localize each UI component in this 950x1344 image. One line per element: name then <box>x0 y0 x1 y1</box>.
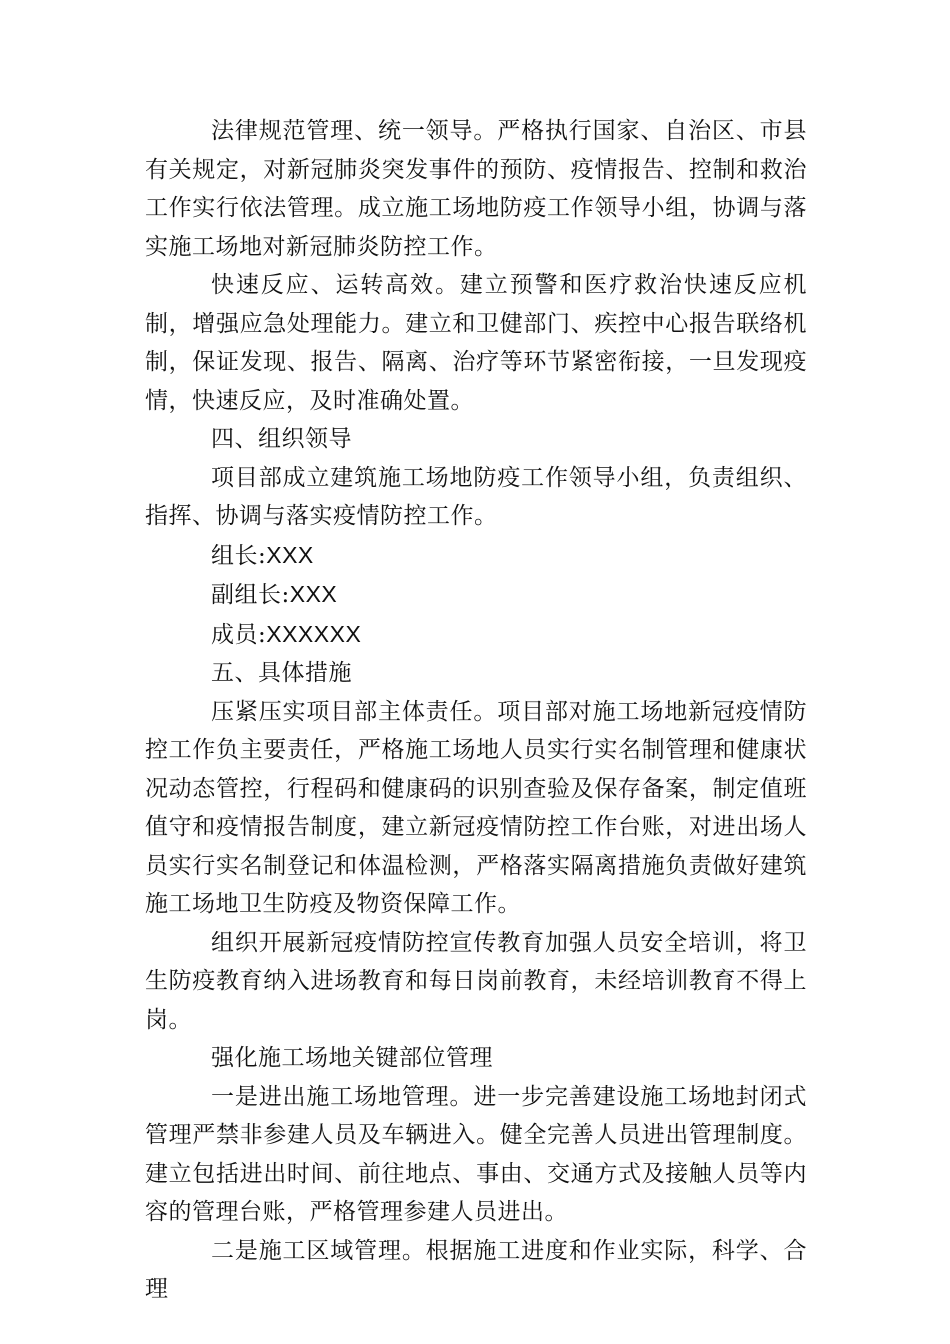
subheading-key-areas: 强化施工场地关键部位管理 <box>211 1045 493 1071</box>
role-deputy <box>145 575 807 615</box>
paragraph-rapid-response: 快速反应、运转高效。建立预警和医疗救治快速反应机制，增强应急处理能力。建立和卫健部门、疾控中心报告联络机制，保证发现、报告、隔离、治疗等环节紧密衔接，一旦发现疫情，快速反应，及时准确处置。 <box>145 272 807 414</box>
role-deputy-label: 副组长: <box>211 582 290 608</box>
role-leader-label: 组长: <box>211 542 267 569</box>
paragraph-legal-management: 法律规范管理、统一领导。严格执行国家、自治区、市县有关规定，对新冠肺炎突发事件的预防、疫情报告、控制和救治工作实行依法管理。成立施工场地防疫工作领导小组，协调与落实施工场地对新冠肺炎防控工作。 <box>145 118 807 260</box>
role-leader <box>145 536 807 576</box>
role-members <box>145 615 807 655</box>
role-leader-value: XXX <box>266 541 314 568</box>
section-heading-organization: 四、组织领导 <box>211 426 352 452</box>
section-heading-measures: 五、具体措施 <box>211 660 352 686</box>
paragraph-training: 组织开展新冠疫情防控宣传教育加强人员安全培训，将卫生防疫教育纳入进场教育和每日岗前教育，未经培训教育不得上岗。 <box>145 929 807 1033</box>
role-deputy-value: XXX <box>289 581 338 607</box>
paragraph-construction-area: 二是施工区域管理。根据施工进度和作业实际，科学、合理 <box>145 1237 807 1302</box>
role-members-label: 成员: <box>211 621 267 648</box>
paragraph-leading-group: 项目部成立建筑施工场地防疫工作领导小组，负责组织、指挥、协调与落实疫情防控工作。 <box>145 464 807 529</box>
document-body <box>145 112 807 1309</box>
paragraph-main-responsibility: 压紧压实项目部主体责任。项目部对施工场地新冠疫情防控工作负主要责任，严格施工场地人员实行实名制管理和健康状况动态管控，行程码和健康码的识别查验及保存备案，制定值班值守和疫情报告制度，建立新冠疫情防控工作台账，对进出场人员实行实名制登记和体温检测，严格落实隔离措施负责做好建筑施工场地卫生防疫及物资保障工作。 <box>145 698 807 917</box>
paragraph-entry-exit: 一是进出施工场地管理。进一步完善建设施工场地封闭式管理严禁非参建人员及车辆进入。健全完善人员进出管理制度。建立包括进出时间、前往地点、事由、交通方式及接触人员等内容的管理台账，严格管理参建人员进出。 <box>145 1083 807 1225</box>
role-members-value: XXXXXX <box>266 620 362 647</box>
